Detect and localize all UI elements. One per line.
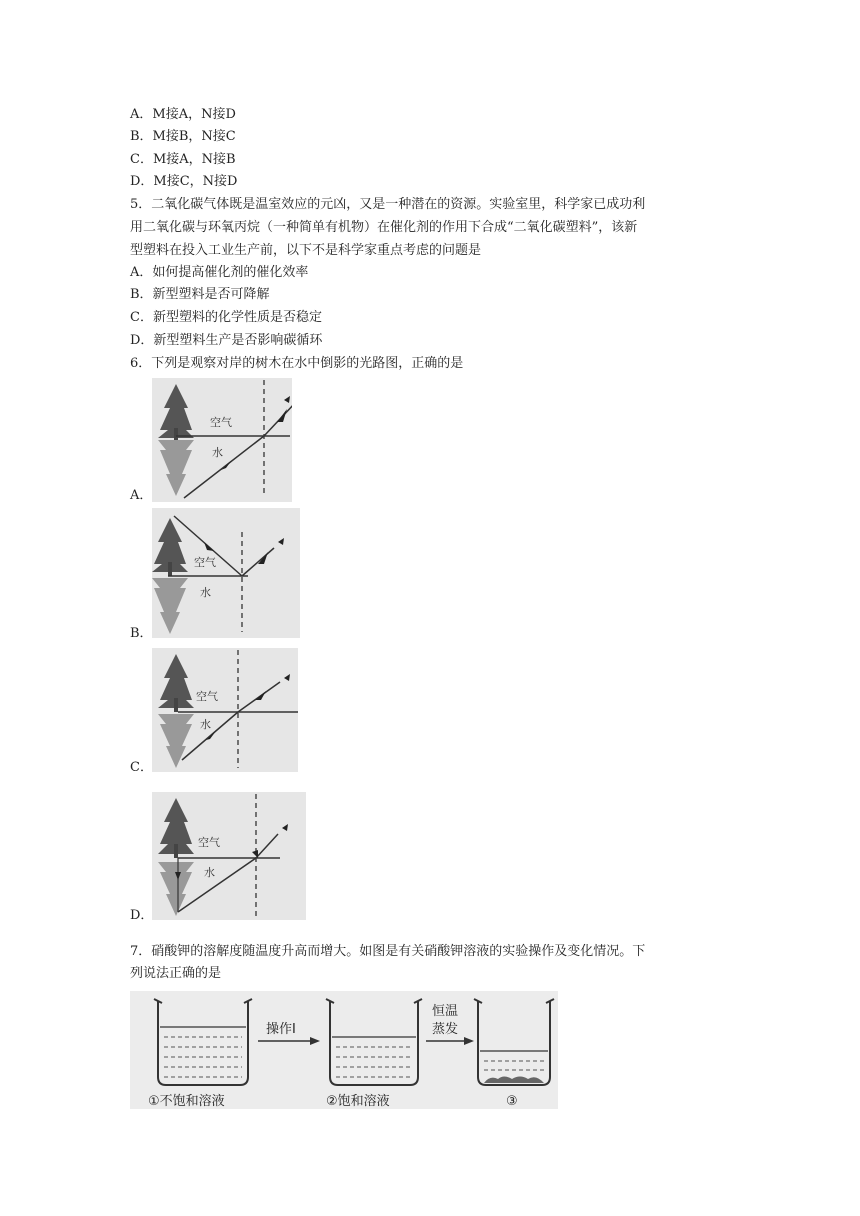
water-label: 水: [204, 866, 215, 879]
q5-stem-line-2: 用二氧化碳与环氧丙烷（一种简单有机物）在催化剂的作用下合成“二氧化碳塑料”，该新: [130, 220, 638, 235]
operation-1-label: 操作Ⅰ: [266, 1022, 296, 1037]
water-label: 水: [200, 586, 211, 599]
q5-option-a: A．如何提高催化剂的催化效率: [130, 265, 309, 280]
q5-stem-line-3: 型塑料在投入工业生产前，以下不是科学家重点考虑的问题是: [130, 243, 482, 258]
operation-2-label-line-1: 恒温: [432, 1004, 459, 1019]
q7-stem-line-2: 列说法正确的是: [130, 966, 222, 981]
q6-option-d-label: D．: [130, 908, 154, 923]
q7-experiment-figure: [130, 991, 558, 1109]
q6-figure-d: [152, 792, 306, 920]
air-label: 空气: [210, 416, 232, 429]
q6-stem: 6．下列是观察对岸的树木在水中倒影的光路图，正确的是: [130, 356, 464, 371]
q5-stem-line-1: 5．二氧化碳气体既是温室效应的元凶，又是一种潜在的资源。实验室里，科学家已成功利: [130, 197, 646, 212]
beaker-2-caption: ②饱和溶液: [326, 1094, 390, 1109]
beaker-3-caption: ③: [506, 1094, 518, 1109]
q4-option-c: C．M接A，N接B: [130, 152, 236, 167]
q6-figure-a: [152, 378, 292, 502]
q7-stem-line-1: 7．硝酸钾的溶解度随温度升高而增大。如图是有关硝酸钾溶液的实验操作及变化情况。下: [130, 944, 646, 959]
air-label: 空气: [194, 556, 216, 569]
q4-option-a: A．M接A，N接D: [130, 107, 236, 122]
water-label: 水: [212, 446, 223, 459]
q5-option-d: D．新型塑料生产是否影响碳循环: [130, 333, 323, 348]
q6-option-a-label: A．: [130, 488, 153, 503]
q6-option-c-label: C．: [130, 760, 153, 775]
operation-2-label-line-2: 蒸发: [432, 1022, 459, 1037]
air-label: 空气: [196, 690, 218, 703]
q5-option-c: C．新型塑料的化学性质是否稳定: [130, 310, 322, 325]
q5-option-b: B．新型塑料是否可降解: [130, 287, 270, 302]
q4-option-d: D．M接C，N接D: [130, 174, 238, 189]
q6-figure-b: [152, 508, 300, 638]
q6-figure-c: [152, 648, 298, 772]
water-label: 水: [200, 718, 211, 731]
q6-option-b-label: B．: [130, 626, 153, 641]
q4-option-b: B．M接B，N接C: [130, 129, 236, 144]
beaker-1-caption: ①不饱和溶液: [148, 1094, 225, 1109]
air-label: 空气: [198, 836, 220, 849]
